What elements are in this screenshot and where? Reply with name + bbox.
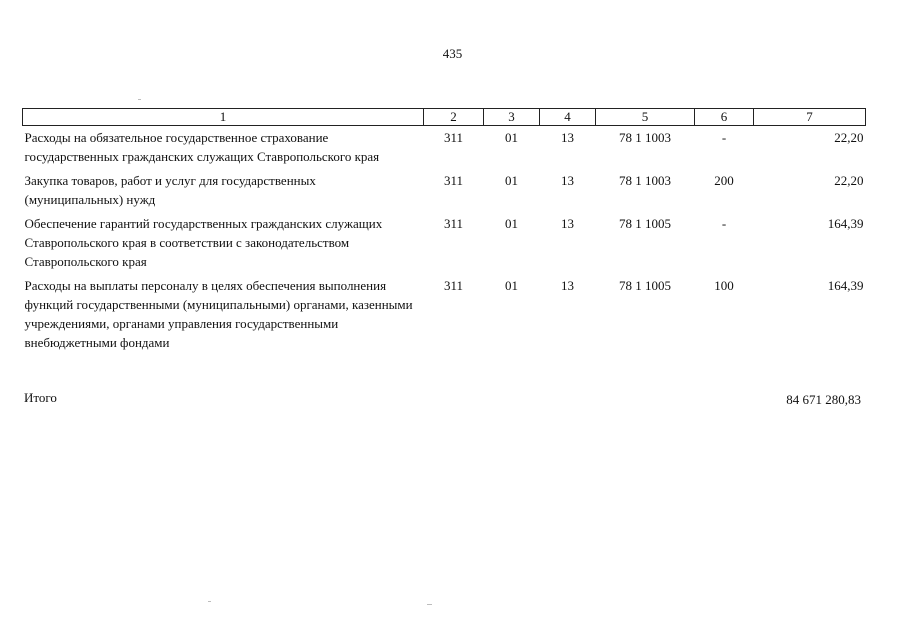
row-code-2: 311 bbox=[443, 130, 464, 145]
row-name: Расходы на выплаты персоналу в целях обеспечения выполнения функций государственными (муниципальными) органами, казенными учреждениями, органами управления государственными внебюджетными фондами bbox=[24, 278, 413, 350]
table-row bbox=[23, 212, 866, 274]
row-amount: 164,39 bbox=[827, 278, 864, 293]
scan-speck bbox=[208, 601, 211, 602]
total-label: Итого bbox=[24, 390, 57, 405]
row-amount: 22,20 bbox=[834, 130, 864, 145]
scan-speck bbox=[427, 604, 432, 605]
row-code-6: - bbox=[721, 130, 727, 145]
table-row bbox=[23, 126, 866, 170]
budget-table bbox=[22, 108, 866, 355]
row-code-6: - bbox=[721, 216, 727, 231]
header-col-1: 1 bbox=[23, 109, 424, 126]
row-code-4: 13 bbox=[561, 216, 574, 231]
header-col-7: 7 bbox=[754, 109, 866, 126]
row-name: Обеспечение гарантий государственных гражданских служащих Ставропольского края в соответствии с законодательством Ставропольского края bbox=[24, 216, 383, 269]
row-code-5: 78 1 1003 bbox=[619, 130, 671, 145]
row-code-3: 01 bbox=[505, 173, 518, 188]
row-code-3: 01 bbox=[505, 216, 518, 231]
table-header bbox=[23, 109, 866, 126]
page-number: 435 bbox=[442, 46, 463, 61]
row-code-2: 311 bbox=[443, 173, 464, 188]
row-name: Расходы на обязательное государственное страхование государственных гражданских служащих Ставропольского края bbox=[24, 130, 380, 164]
table-row bbox=[23, 169, 866, 212]
header-col-6: 6 bbox=[695, 109, 754, 126]
scan-speck bbox=[138, 99, 141, 100]
row-code-5: 78 1 1005 bbox=[619, 278, 671, 293]
row-name: Закупка товаров, работ и услуг для государственных (муниципальных) нужд bbox=[24, 173, 316, 207]
row-amount: 22,20 bbox=[834, 173, 864, 188]
row-code-3: 01 bbox=[505, 130, 518, 145]
row-code-4: 13 bbox=[561, 173, 574, 188]
row-code-2: 311 bbox=[443, 278, 464, 293]
row-code-6: 200 bbox=[714, 173, 734, 188]
row-code-5: 78 1 1005 bbox=[619, 216, 671, 231]
header-col-4: 4 bbox=[540, 109, 596, 126]
row-code-3: 01 bbox=[505, 278, 518, 293]
row-code-4: 13 bbox=[561, 130, 574, 145]
row-code-4: 13 bbox=[561, 278, 574, 293]
row-code-2: 311 bbox=[443, 216, 464, 231]
header-col-2: 2 bbox=[424, 109, 484, 126]
header-col-3: 3 bbox=[484, 109, 540, 126]
table-row bbox=[23, 274, 866, 355]
row-amount: 164,39 bbox=[827, 216, 864, 231]
row-code-5: 78 1 1003 bbox=[619, 173, 671, 188]
header-col-5: 5 bbox=[596, 109, 695, 126]
row-code-6: 100 bbox=[714, 278, 734, 293]
total-value: 84 671 280,83 bbox=[786, 392, 861, 407]
